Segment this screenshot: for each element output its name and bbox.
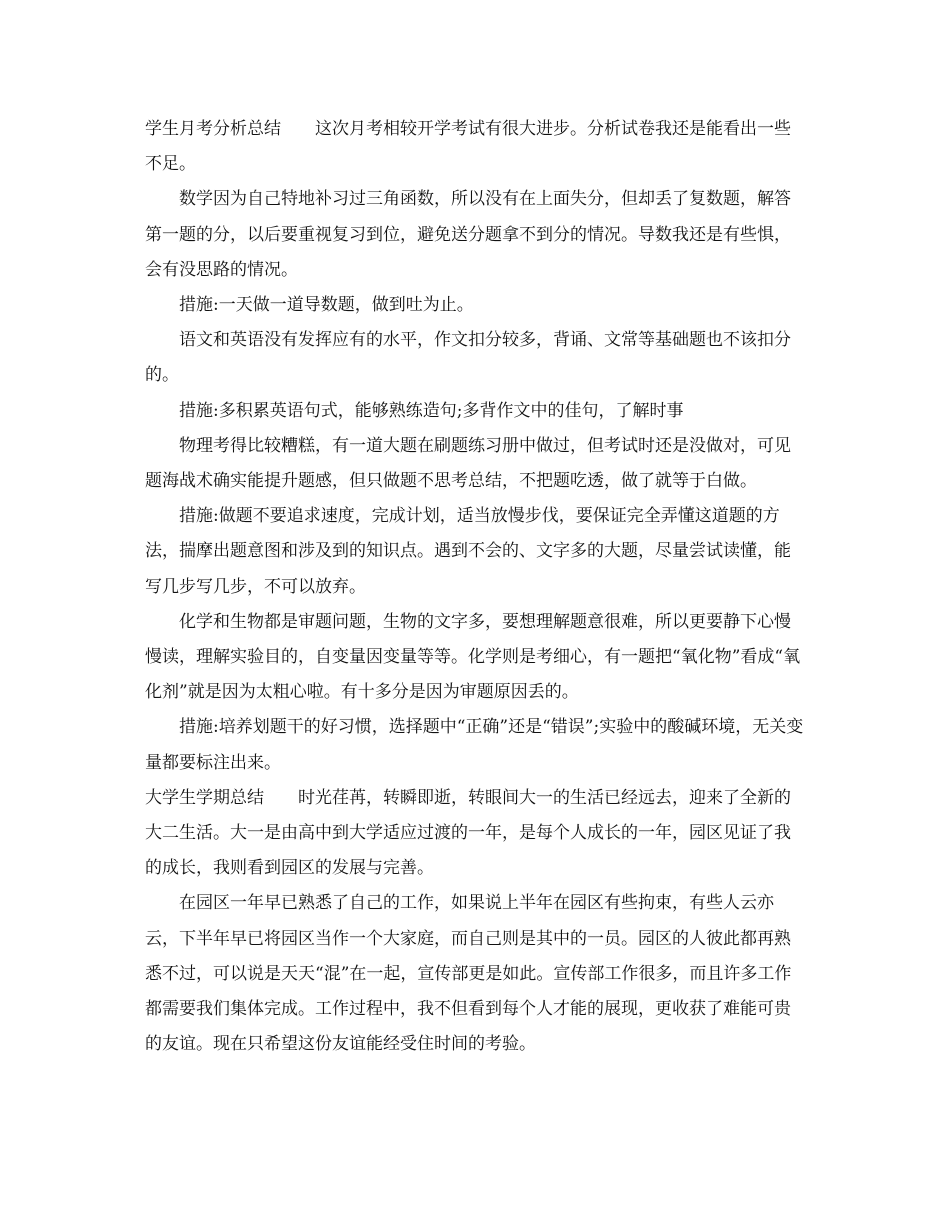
document-body xyxy=(145,112,805,1062)
section1-paragraph-math: 数学因为自己特地补习过三角函数，所以没有在上面失分，但却丢了复数题，解答第一题的分，以后要重视复习到位，避免送分题拿不到分的情况。导数我还是有些惧，会有没思路的情况。 xyxy=(145,189,791,280)
section1-intro: 这次月考相较开学考试有很大进步。分析试卷我还是能看出一些不足。 xyxy=(145,119,791,175)
section2-heading-paragraph xyxy=(145,781,805,887)
section2-intro: 时光荏苒，转瞬即逝，转眼间大一的生活已经远去，迎来了全新的大二生活。大一是由高中到大学适应过渡的一年，是每个人成长的一年，园区见证了我的成长，我则看到园区的发展与完善。 xyxy=(145,787,791,879)
section1-paragraph-chemistry-biology-measure: 措施:培养划题干的好习惯，选择题中“正确”还是“错误”;实验中的酸碱环境，无关变量都要标注出来。 xyxy=(145,717,804,773)
section2-paragraph-park: 在园区一年早已熟悉了自己的工作，如果说上半年在园区有些拘束，有些人云亦云，下半年早已将园区当作一个大家庭，而自己则是其中的一员。园区的人彼此都再熟悉不过，可以说是天天“混”在一起，宣传部更是如此。宣传部工作很多，而且许多工作都需要我们集体完成。工作过程中，我不但看到每个人才能的展现，更收获了难能可贵的友谊。现在只希望这份友谊能经受住时间的考验。 xyxy=(145,893,792,1055)
section1-paragraph-math-measure: 措施:一天做一道导数题，做到吐为止。 xyxy=(179,295,474,316)
section1-paragraph-physics-measure: 措施:做题不要追求速度，完成计划，适当放慢步伐，要保证完全弄懂这道题的方法，揣摩出题意图和涉及到的知识点。遇到不会的、文字多的大题，尽量尝试读懂，能写几步写几步，不可以放弃。 xyxy=(145,506,791,597)
section1-paragraph-physics: 物理考得比较糟糕，有一道大题在刷题练习册中做过，但考试时还是没做对，可见题海战术确实能提升题感，但只做题不思考总结，不把题吃透，做了就等于白做。 xyxy=(145,435,791,492)
section1-paragraph-chemistry-biology: 化学和生物都是审题问题，生物的文字多，要想理解题意很难，所以更要静下心慢慢读，理解实验目的，自变量因变量等等。化学则是考细心，有一题把“氧化物”看成“氧化剂”就是因为太粗心啦。有十多分是因为审题原因丢的。 xyxy=(145,611,801,703)
section1-paragraph-chinese-english-measure: 措施:多积累英语句式，能够熟练造句;多背作文中的佳句，了解时事 xyxy=(179,400,684,421)
section1-title: 学生月考分析总结 xyxy=(145,119,281,139)
section1-paragraph-chinese-english: 语文和英语没有发挥应有的水平，作文扣分较多，背诵、文常等基础题也不该扣分的。 xyxy=(145,330,791,386)
section2-title: 大学生学期总结 xyxy=(145,787,264,808)
section1-heading-paragraph xyxy=(145,112,805,182)
